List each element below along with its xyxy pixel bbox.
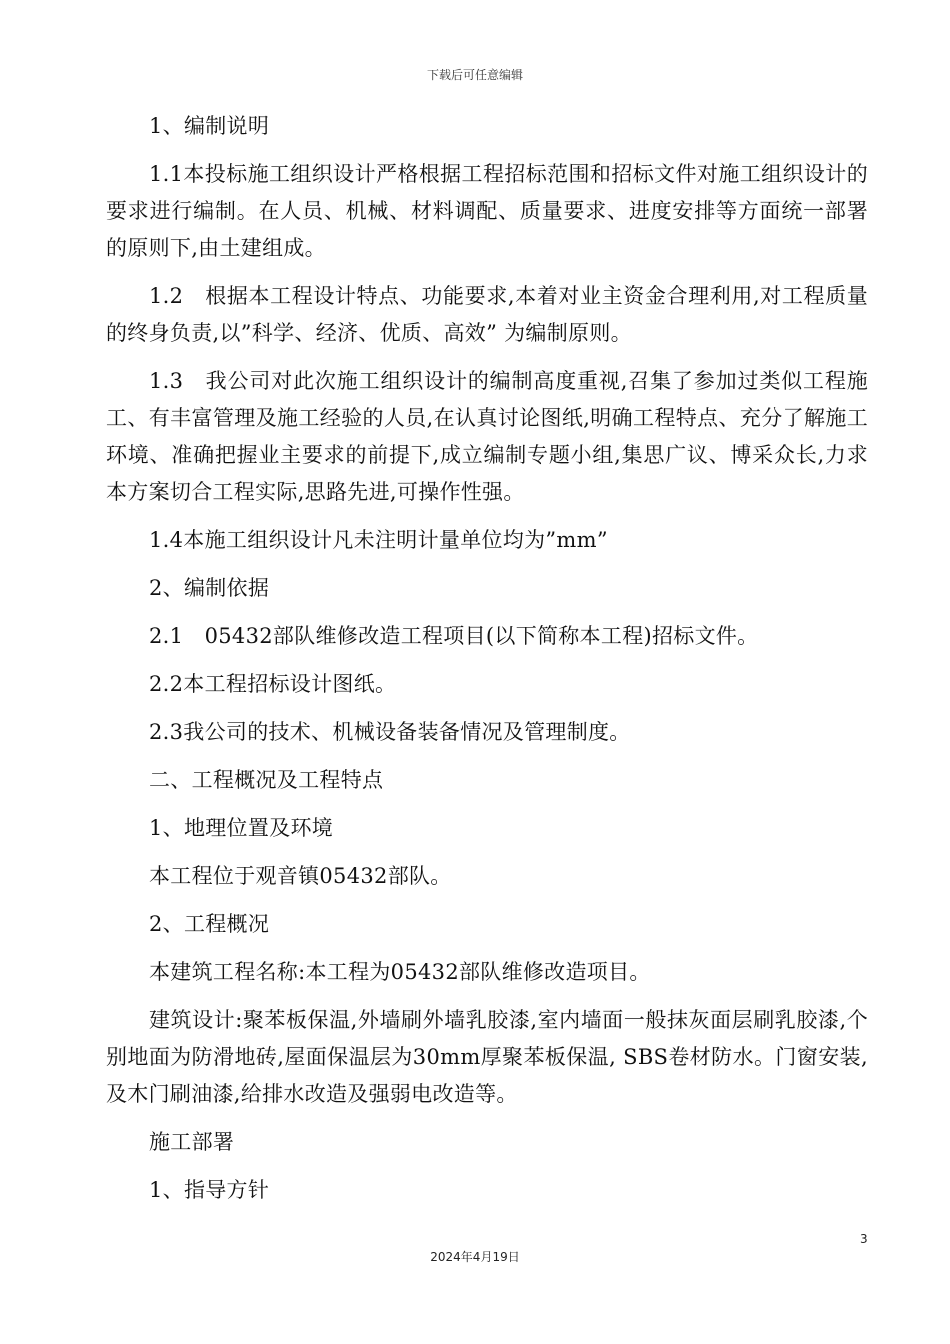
paragraph-location: 本工程位于观音镇05432部队。	[149, 864, 452, 888]
paragraph-1-3: 1.3 我公司对此次施工组织设计的编制高度重视,召集了参加过类似工程施工、有丰富管理及施工经验的人员,在认真讨论图纸,明确工程特点、充分了解施工环境、准确把握业主要求的前提下,成立编制专题小组,集思广议、博采众长,力求本方案切合工程实际,思路先进,可操作性强。	[106, 369, 868, 504]
paragraph-2-3: 2.3我公司的技术、机械设备装备情况及管理制度。	[149, 720, 631, 744]
header-note: 下载后可任意编辑	[426, 68, 523, 82]
paragraph-project-name: 本建筑工程名称:本工程为05432部队维修改造项目。	[149, 960, 651, 984]
heading-compilation-notes: 1、编制说明	[149, 114, 270, 138]
paragraph-1-1: 1.1本投标施工组织设计严格根据工程招标范围和招标文件对施工组织设计的要求进行编制。在人员、机械、材料调配、质量要求、进度安排等方面统一部署的原则下,由土建组成。	[106, 162, 868, 260]
page-number: 3	[860, 1232, 868, 1246]
heading-project-summary: 2、工程概况	[149, 912, 270, 936]
heading-compilation-basis: 2、编制依据	[149, 576, 270, 600]
heading-project-overview: 二、工程概况及工程特点	[149, 768, 384, 792]
paragraph-1-2: 1.2 根据本工程设计特点、功能要求,本着对业主资金合理利用,对工程质量的终身负责,以”科学、经济、优质、高效” 为编制原则。	[106, 284, 868, 345]
document-body	[106, 108, 868, 1220]
paragraph-architecture-design: 建筑设计:聚苯板保温,外墙刷外墙乳胶漆,室内墙面一般抹灰面层刷乳胶漆,个别地面为防滑地砖,屋面保温层为30mm厚聚苯板保温, SBS卷材防水。门窗安装,及木门刷油漆,给排水改造及强弱电改造等。	[106, 1008, 868, 1106]
heading-guiding-principles: 1、指导方针	[149, 1178, 270, 1202]
paragraph-1-4: 1.4本施工组织设计凡未注明计量单位均为”mm”	[149, 528, 608, 552]
footer-date: 2024年4月19日	[430, 1250, 520, 1264]
heading-location: 1、地理位置及环境	[149, 816, 334, 840]
heading-construction-deployment: 施工部署	[149, 1130, 235, 1154]
paragraph-2-1: 2.1 05432部队维修改造工程项目(以下简称本工程)招标文件。	[149, 624, 759, 648]
paragraph-2-2: 2.2本工程招标设计图纸。	[149, 672, 397, 696]
